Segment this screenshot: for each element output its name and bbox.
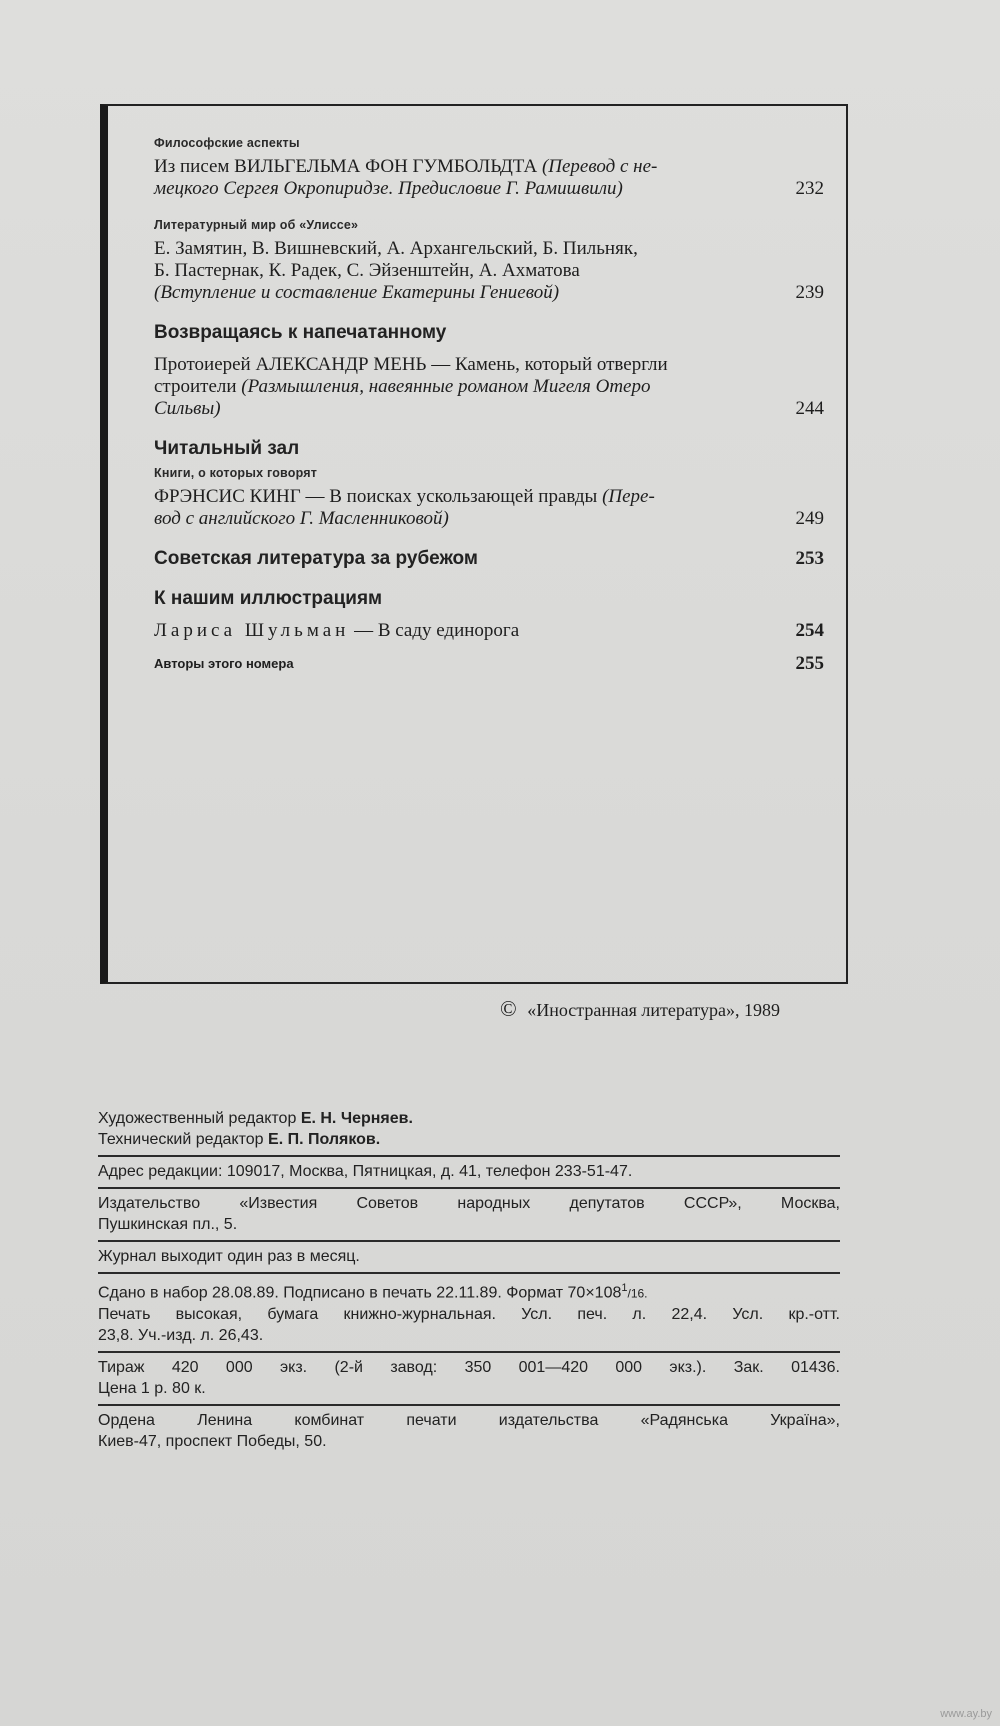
entry-authors-line2: Б. Пастернак, К. Радек, С. Эйзенштейн, А. Ахматова	[154, 260, 580, 281]
toc-section-reading-room	[154, 438, 824, 530]
table-of-contents	[154, 136, 824, 674]
entry-note: (Вступление и составление Екатерины Гениевой)	[154, 282, 560, 303]
section-heading	[154, 548, 824, 570]
toc-sub-label: Философские аспекты	[154, 136, 300, 150]
imprint-print-details	[98, 1274, 840, 1353]
section-heading-text: Советская литература за рубежом	[154, 548, 478, 569]
copyright-text: «Иностранная литература», 1989	[527, 1000, 781, 1020]
toc-section-philosophy	[154, 136, 824, 200]
imprint-editors	[98, 1108, 840, 1157]
section-heading: Возвращаясь к напечатанному	[154, 322, 447, 343]
entry-title: ФРЭНСИС КИНГ — В поисках ускользающей правды	[154, 486, 598, 507]
section-heading: К нашим иллюстрациям	[154, 588, 383, 609]
editorial-address: Адрес редакции: 109017, Москва, Пятницкая, д. 41, телефон 233-51-47.	[98, 1163, 633, 1180]
printer-line2: Киев-47, проспект Победы, 50.	[98, 1433, 327, 1451]
copyright-line	[500, 996, 880, 1022]
toc-sub-label: Книги, о которых говорят	[154, 466, 318, 480]
page-number: 253	[795, 548, 824, 569]
toc-entry-king	[154, 486, 824, 530]
page-number: 232	[795, 178, 824, 199]
circulation-line1: Тираж 420 000 экз. (2-й завод: 350 001—420 000 экз.). Зак. 01436.	[98, 1359, 840, 1377]
page-number: 239	[795, 282, 824, 303]
publisher-line1: Издательство «Известия Советов народных депутатов СССР», Москва,	[98, 1195, 840, 1212]
entry-note: (Перевод с не-	[541, 156, 658, 177]
toc-entry-men	[154, 354, 824, 420]
print-line1: Сдано в набор 28.08.89. Подписано в печать 22.11.89. Формат 70×108	[98, 1284, 622, 1302]
entry-title-cont: строители	[154, 376, 237, 397]
imprint-block	[98, 1108, 840, 1457]
entry-note-cont: вод с английского Г. Масленниковой)	[154, 508, 449, 529]
entry-note-cont: мецкого Сергея Окропиридзе. Предисловие Г. Рамишвили)	[154, 178, 623, 199]
table-of-contents-frame	[100, 104, 848, 984]
toc-section-return	[154, 322, 824, 420]
toc-entry-humboldt	[154, 156, 824, 200]
tech-editor-label: Технический редактор	[98, 1131, 264, 1148]
circulation-line2: Цена 1 р. 80 к.	[98, 1380, 206, 1398]
entry-note: (Пере-	[602, 486, 655, 507]
art-editor-name: Е. Н. Черняев.	[300, 1110, 413, 1127]
copyright-icon: ©	[500, 996, 517, 1021]
page-number: 254	[795, 620, 824, 641]
section-heading: Читальный зал	[154, 438, 300, 459]
entry-note: (Размышления, навеянные романом Мигеля Отеро	[241, 376, 651, 397]
print-line2: Печать высокая, бумага книжно-журнальная. Усл. печ. л. 22,4. Усл. кр.-отт.	[98, 1306, 840, 1324]
entry-title: — В саду единорога	[354, 620, 520, 641]
toc-authors-row	[154, 653, 824, 674]
entry-author: Лариса Шульман	[154, 620, 350, 641]
page-number: 249	[795, 508, 824, 529]
toc-section-ulysses	[154, 218, 824, 304]
entry-title: Протоиерей АЛЕКСАНДР МЕНЬ — Камень, который отвергли	[154, 354, 668, 375]
publisher-line2: Пушкинская пл., 5.	[98, 1216, 238, 1233]
format-superscript: 1	[621, 1282, 628, 1294]
toc-entry-shulman	[154, 620, 824, 642]
toc-section-soviet	[154, 548, 824, 570]
entry-authors-line1: Е. Замятин, В. Вишневский, А. Архангельский, Б. Пильняк,	[154, 238, 638, 259]
authors-label: Авторы этого номера	[154, 656, 294, 671]
toc-entry-ulysses	[154, 238, 824, 304]
frequency-text: Журнал выходит один раз в месяц.	[98, 1248, 360, 1265]
entry-note-cont: Сильвы)	[154, 398, 221, 419]
art-editor-label: Художественный редактор	[98, 1110, 297, 1127]
page-number: 255	[795, 653, 824, 674]
tech-editor-name: Е. П. Поляков.	[268, 1131, 381, 1148]
toc-section-illustrations	[154, 588, 824, 642]
imprint-frequency	[98, 1242, 840, 1274]
imprint-publisher	[98, 1189, 840, 1242]
entry-title: Из писем ВИЛЬГЕЛЬМА ФОН ГУМБОЛЬДТА	[154, 156, 538, 177]
toc-sub-label: Литературный мир об «Улиссе»	[154, 218, 359, 232]
format-fraction: /16.	[627, 1286, 648, 1301]
page-number: 244	[795, 398, 824, 419]
watermark: www.ay.by	[940, 1708, 992, 1720]
printer-line1: Ордена Ленина комбинат печати издательства «Радянська Україна»,	[98, 1412, 840, 1430]
imprint-circulation	[98, 1353, 840, 1406]
print-line3: 23,8. Уч.-изд. л. 26,43.	[98, 1327, 264, 1345]
imprint-address	[98, 1157, 840, 1189]
imprint-printer	[98, 1406, 840, 1457]
